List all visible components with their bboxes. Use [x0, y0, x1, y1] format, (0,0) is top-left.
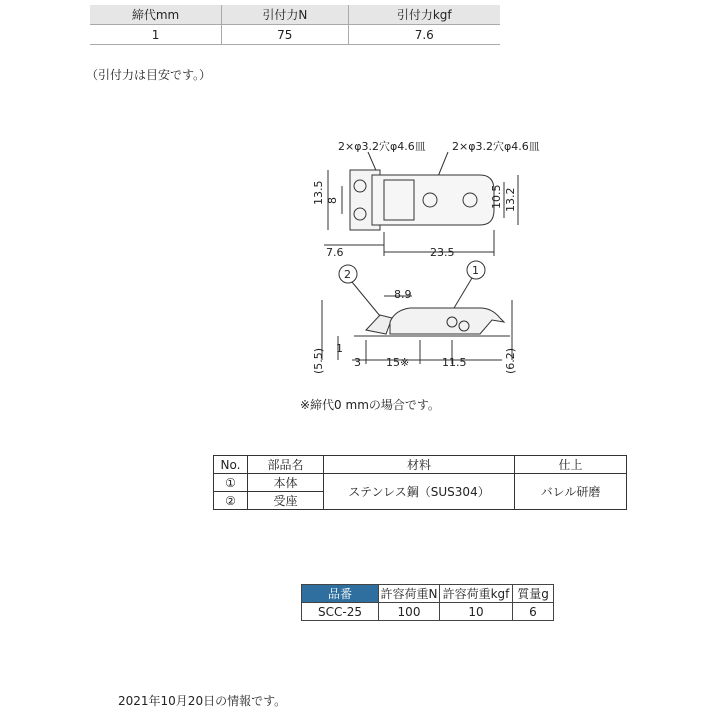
cell-mass: 6: [513, 603, 554, 621]
header-part-number: 品番: [302, 585, 379, 603]
parts-row-1: [214, 474, 627, 492]
callout-leader-2: [352, 282, 380, 316]
hole-label-left: 2×φ3.2穴φ4.6皿: [338, 140, 426, 153]
spec-note: （引付力は目安です。）: [86, 68, 212, 82]
callout-label-1: 1: [472, 264, 479, 277]
dim-13-5: 13.5: [312, 180, 325, 205]
header-finish: 仕上: [515, 456, 627, 474]
dim-1: 1: [336, 342, 343, 355]
header-tightening: 締代mm: [90, 5, 222, 25]
hole-label-right: 2×φ3.2穴φ4.6皿: [452, 140, 540, 153]
dim-7-6: 7.6: [326, 246, 344, 259]
dim-8-9: 8.9: [394, 288, 412, 301]
dim-5-5: (5.5): [312, 347, 325, 374]
header-pull-force-kgf: 引付力kgf: [348, 5, 500, 25]
cell-part-number: SCC-25: [302, 603, 379, 621]
cell-allow-load-kgf: 10: [440, 603, 513, 621]
header-material: 材料: [324, 456, 515, 474]
parts-header-row: [214, 456, 627, 474]
dim-10-5: 10.5: [490, 184, 503, 209]
parts-table: [213, 455, 627, 510]
dim-13-2: 13.2: [504, 187, 517, 212]
dim-11-5: 11.5: [442, 356, 467, 369]
info-date: 2021年10月20日の情報です。: [118, 694, 287, 708]
part-no-1: ①: [214, 474, 248, 492]
finish-cell: バレル研磨: [515, 474, 627, 510]
callout-leader-1: [454, 278, 472, 308]
header-mass: 質量g: [513, 585, 554, 603]
cell-tightening: 1: [90, 25, 222, 45]
header-part-name: 部品名: [248, 456, 324, 474]
header-allow-load-kgf: 許容荷重kgf: [440, 585, 513, 603]
dim-15: 15※: [386, 356, 410, 369]
strike-side: [366, 315, 392, 334]
cell-pull-force-n: 75: [222, 25, 348, 45]
cell-pull-force-kgf: 7.6: [348, 25, 500, 45]
dim-23-5: 23.5: [430, 246, 455, 259]
part-name-2: 受座: [248, 492, 324, 510]
latch-body-top: [372, 175, 494, 225]
part-name-1: 本体: [248, 474, 324, 492]
dim-3: 3: [354, 356, 361, 369]
header-allow-load-n: 許容荷重N: [379, 585, 440, 603]
cell-allow-load-n: 100: [379, 603, 440, 621]
dim-8: 8: [326, 197, 339, 204]
callout-label-2: 2: [344, 268, 351, 281]
product-table: [301, 584, 554, 621]
product-header-row: [302, 585, 554, 603]
drawing-footnote: ※締代0 mmの場合です。: [300, 398, 440, 412]
header-no: No.: [214, 456, 248, 474]
material-cell: ステンレス鋼（SUS304）: [324, 474, 515, 510]
dim-6-2: (6.2): [504, 347, 517, 374]
product-row: [302, 603, 554, 621]
header-pull-force-n: 引付力N: [222, 5, 348, 25]
part-no-2: ②: [214, 492, 248, 510]
